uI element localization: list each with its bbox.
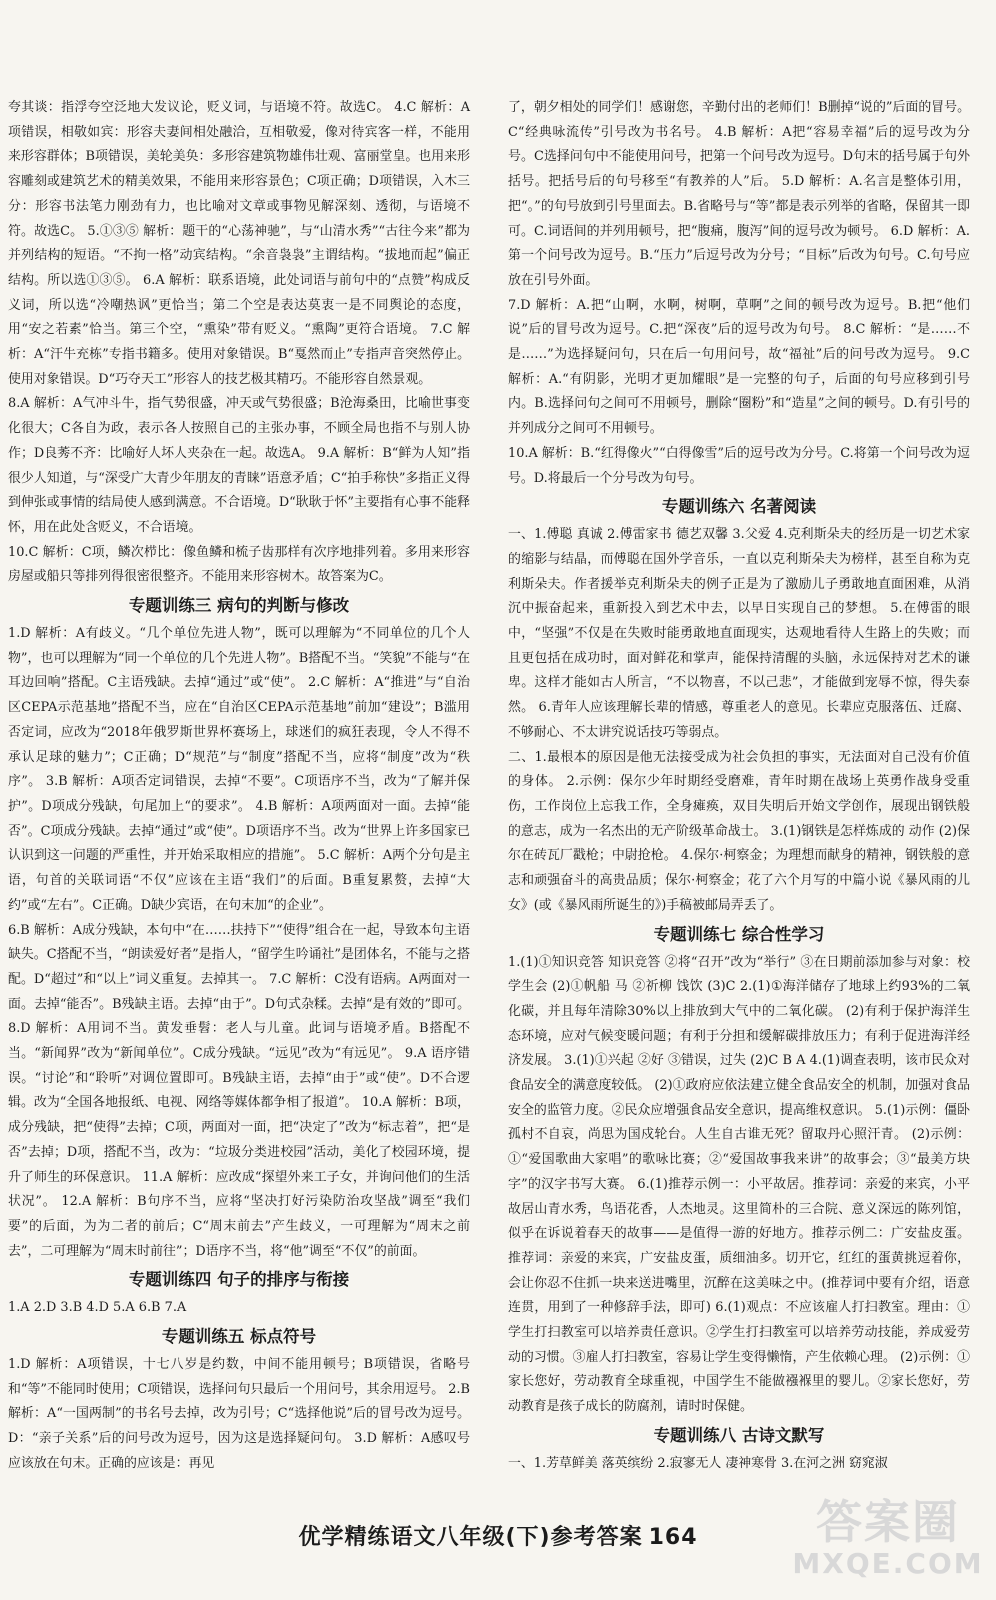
section-heading: 专题训练八 古诗文默写 — [653, 1425, 825, 1445]
answer-paragraph: 1.A 2.D 3.B 4.D 5.A 6.B 7.A — [8, 1300, 187, 1316]
page-number: 164 — [648, 1525, 698, 1550]
right-column — [508, 96, 970, 1477]
answer-paragraph: 一、1.傅聪 真诚 2.傅雷家书 德艺双馨 3.父爱 4.克利斯朵夫的经历是一切艺术家的缩影与结晶，而傅聪在国外学音乐，一直以克利斯朵夫为榜样，甚至自称为克利斯朵夫。作者援举克利斯朵夫的例子正是为了激励儿子勇敢地直面困难，从消沉中振奋起来，重新投入到艺术中去，以早日实现自己的梦想。 5.在傅雷的眼中，“坚强”不仅是在失败时能勇敢地直面现实，达观地看待人生路上的失败；而且更包括在成功时，面对鲜花和掌声，能保持清醒的头脑，永远保持对艺术的谦卑。这样才能如古人所言，“不以物喜，不以己悲”，才能做到宠辱不惊，得失泰然。 6.青年人应该理解长辈的情感，尊重老人的意见。长辈应克服落伍、迁腐、不够耐心、不太讲究说话技巧等弱点。 — [508, 527, 970, 740]
answer-paragraph: 8.A 解析：A气冲斗牛，指气势很盛，冲天或气势很盛；B沧海桑田，比喻世事变化很大；C各自为政，表示各人按照自己的主张办事，不顾全局也指不与别人协作；D良莠不齐：比喻好人坏人夹杂在一起。故选A。 9.A 解析：B“鲜为人知”指很少人知道，与“深受广大青少年朋友的青睐”语意矛盾；C“拍手称快”多指正义得到伸张或事情的结局使人感到满意。不合语境。D“耿耿于怀”主要指有心事不能释怀，用在此处含贬义，不合语境。 — [8, 396, 470, 535]
answer-paragraph: 1.(1)①知识竞答 知识竞答 ②将“召开”改为“举行” ③在日期前添加参与对象：校学生会 (2)①帆船 马 ②祈柳 饯饮 (3)C 2.(1)①海洋储存了地球上约93%的二氧化碳，并且每年清除30%以上排放到大气中的二氧化碳。 (2)有利于保护海洋生态环境，应对气候变暖问题；有利于分担和缓解碳排放压力；有利于促进海洋经济发展。 3.(1)①兴起 ②好 ③错误，过失 (2)C B A 4.(1)调查表明，该市民众对食品安全的满意度较低。 (2)①政府应依法建立健全食品安全的机制，加强对食品安全的监管力度。②民众应增强食品安全意识，提高维权意识。 5.(1)示例：僵卧孤村不自哀，尚思为国戍轮台。人生自古谁无死？留取丹心照汗青。 (2)示例：①“爱国歌曲大家唱”的歌咏比赛；②“爱国故事我来讲”的故事会；③“最美方块字”的汉字书写大赛。 6.(1)推荐示例一：小平故居。推荐词：亲爱的来宾，小平故居山青水秀，鸟语花香，人杰地灵。这里简朴的三合院、意义深远的陈列馆，似乎在诉说着春天的故事——是值得一游的好地方。推荐示例二：广安盐皮蛋。推荐词：亲爱的来宾，广安盐皮蛋，质细油多。切开它，红红的蛋黄挑逗着你，会让你忍不住抓一块来送进嘴里，沉醉在这美味之中。(推荐词中要有介绍，语意连贯，用到了一种修辞手法，即可) 6.(1)观点：不应该雇人打扫教室。理由：①学生打扫教室可以培养责任意识。②学生打扫教室可以培养劳动技能，养成爱劳动的习惯。③雇人打扫教室，容易让学生变得懒惰，产生依赖心理。 (2)示例：①家长您好，劳动教育全球重视，中国学生不能做襁褓里的婴儿。②家长您好，劳动教育是孩子成长的防腐剂，请时时保健。 — [508, 954, 970, 1415]
footer-title: 优学精练语文八年级(下)参考答案 — [298, 1525, 643, 1550]
answer-paragraph: 二、1.最根本的原因是他无法接受成为社会负担的事实，无法面对自己没有价值的身体。 2.示例：保尔少年时期经受磨难，青年时期在战场上英勇作战身受重伤，工作岗位上忘我工作，全身瘫痪，双目失明后开始文学创作，展现出钢铁般的意志，成为一名杰出的无产阶级革命战士。 3.(1)钢铁是怎样炼成的 动作 (2)保尔在砖瓦厂戳枪；中尉抢枪。 4.保尔·柯察金；为理想而献身的精神，钢铁般的意志和顽强奋斗的高贵品质；保尔·柯察金；花了六个月写的中篇小说《暴风雨的儿女》(或《暴风雨所诞生的》)手稿被邮局弄丢了。 — [508, 749, 970, 913]
section-heading: 专题训练三 病句的判断与修改 — [128, 596, 350, 616]
answer-paragraph: 10.C 解析：C项，鳞次栉比：像鱼鳞和梳子齿那样有次序地排列着。多用来形容房屋或船只等排列得很密很整齐。不能用来形容树木。故答案为C。 — [8, 544, 470, 585]
watermark-logo-text: 答案圈 — [816, 1494, 960, 1549]
answer-paragraph: 10.A 解析：B.“红得像火”“白得像雪”后的逗号改为分号。C.将第一个问号改为逗号。D.将最后一个分号改为句号。 — [508, 445, 970, 486]
left-column — [8, 96, 470, 1477]
section-heading: 专题训练七 综合性学习 — [653, 924, 825, 944]
section-heading: 专题训练六 名著阅读 — [661, 497, 817, 517]
answer-paragraph: 一、1.芳草鲜美 落英缤纷 2.寂寥无人 凄神寒骨 3.在河之洲 窈窕淑 — [508, 1455, 888, 1471]
answer-paragraph: 了，朝夕相处的同学们！感谢您，辛勤付出的老师们！B删掉“说的”后面的冒号。C“经典咏流传”引号改为书名号。 4.B 解析：A把“容易幸福”后的逗号改为分号。C选择问句中不能使用问号，把第一个问号改为逗号。D句末的括号属于句外括号。把括号后的句号移至“有教养的人”后。 5.D 解析：A.名言是整体引用，把“。”的句号放到引号里面去。B.省略号与“等”都是表示列举的省略，保留其一即可。C.词语间的并列用顿号，把“腹痛，腹泻”间的逗号改为顿号。 6.D 解析：A.第一个问号改为逗号。B.“压力”后逗号改为分号；“目标”后改为句号。C.句号应放在引号外面。 — [508, 100, 970, 288]
section-heading: 专题训练四 句子的排序与衔接 — [128, 1270, 350, 1290]
answer-paragraph: 6.B 解析：A成分残缺，本句中“在……扶持下”“使得”组合在一起，导致本句主语缺失。C搭配不当，“朗读爱好者”是指人，“留学生吟诵社”是团体名，不能与之搭配。D“超过”和“以上”词义重复。去掉其一。 7.C 解析：C没有语病。A两面对一面。去掉“能否”。B残缺主语。去掉“由于”。D句式杂糅。去掉“是有效的”即可。 8.D 解析：A用词不当。黄发垂髫：老人与儿童。此词与语境矛盾。B搭配不当。“新闻界”改为“新闻单位”。C成分残缺。“远见”改为“有远见”。 9.A 语序错误。“讨论”和“聆听”对调位置即可。B残缺主语，去掉“由于”或“使”。D不合逻辑。改为“全国各地报纸、电视、网络等媒体都争相了报道”。 10.A 解析：B项，成分残缺，把“使得”去掉；C项，两面对一面，把“决定了”改为“标志着”，把“是否”去掉；D项，搭配不当，改为：“垃圾分类进校园”活动，美化了校园环境，提升了师生的环保意识。 11.A 解析：应改成“探望外来工子女，并询问他们的生活状况”。 12.A 解析：B句序不当，应将“坚决打好污染防治攻坚战”调至“我们要”的后面，为为二者的前后；C“周末前去”产生歧义，一可理解为“周末之前去”，二可理解为“周末时前往”；D语序不当，将“他”调至“不仅”的前面。 — [8, 922, 470, 1259]
section-heading: 专题训练五 标点符号 — [161, 1327, 317, 1347]
answer-paragraph: 1.D 解析：A项错误，十七八岁是约数，中间不能用顿号；B项错误，省略号和“等”不能同时使用；C项错误，选择问句只最后一个用问号，其余用逗号。 2.B 解析：A“一国两制”的书名号去掉，改为引号；C“选择他说”后的冒号改为逗号。D：“亲子关系”后的问号改为逗号，因为这是选择疑问句。 3.D 解析：A感叹号应该放在句末。正确的应该是：再见 — [8, 1357, 470, 1471]
answer-paragraph: 夸其谈：指浮夸空泛地大发议论，贬义词，与语境不符。故选C。 4.C 解析：A项错误，相敬如宾：形容夫妻间相处融洽，互相敬爱，像对待宾客一样，不能用来形容群体；B项错误，美轮美奂：多形容建筑物雄伟壮观、富丽堂皇。也用来形容雕刻或建筑艺术的精美效果，不能用来形容景色；C项正确；D项错误，入木三分：形容书法笔力刚劲有力，也比喻对文章或事物见解深刻、透彻，与语境不符。故选C。 5.①③⑤ 解析：题干的“心荡神驰”，与“山清水秀”“古往今来”都为并列结构的短语。“不拘一格”动宾结构。“余音袅袅”主谓结构。“拔地而起”偏正结构。所以选①③⑤。 6.A 解析：联系语境，此处词语与前句中的“点赞”构成反义词，所以选“冷嘲热讽”更恰当；第二个空是表达莫衷一是不同舆论的态度，用“安之若素”恰当。第三个空，“熏染”带有贬义。“熏陶”更符合语境。 7.C 解析：A“汗牛充栋”专指书籍多。使用对象错误。B“戛然而止”专指声音突然停止。使用对象错误。D“巧夺天工”形容人的技艺极其精巧。不能形容自然景观。 — [8, 100, 470, 387]
watermark-logo — [788, 1482, 988, 1594]
answer-paragraph: 7.D 解析：A.把“山啊，水啊，树啊，草啊”之间的顿号改为逗号。B.把“他们说”后的冒号改为逗号。C.把“深夜”后的逗号改为句号。 8.C 解析：“是……不是……”为选择疑问句，只在后一句用问号，故“福祉”后的问号改为逗号。 9.C 解析：A.“有阴影，光明才更加耀眼”是一完整的句子，后面的句号应移到引号内。B.选择问句之间可不用顿号，删除“圈粉”和“造星”之间的顿号。D.有引号的并列成分之间可不用顿号。 — [508, 297, 970, 437]
answer-paragraph: 1.D 解析：A有歧义。“几个单位先进人物”，既可以理解为“不同单位的几个人物”，也可以理解为“同一个单位的几个先进人物”。B搭配不当。“笑貌”不能与“在耳边回响”搭配。C主语残缺。去掉“通过”或“使”。 2.C 解析：A“推进”与“自治区CEPA示范基地”搭配不当，应在“自治区CEPA示范基地”前加“建设”；B滥用否定词，应改为“2018年俄罗斯世界杯赛场上，球迷们的疯狂表现，令人不得不承认足球的魅力”；C正确；D“规范”与“制度”搭配不当，应将“制度”改为“秩序”。 3.B 解析：A项否定词错误，去掉“不要”。C项语序不当，改为“了解并保护”。D项成分残缺，句尾加上“的要求”。 4.B 解析：A项两面对一面。去掉“能否”。C项成分残缺。去掉“通过”或“使”。D项语序不当。改为“世界上许多国家已认识到这一问题的严重性，并开始采取相应的措施”。 5.C 解析：A两个分句是主语，句首的关联词语“不仅”应该在主语“我们”的后面。B重复累赘，去掉“大约”或“左右”。C正确。D缺少宾语，在句末加“的企业”。 — [8, 626, 470, 913]
watermark-url: MXQE.COM — [792, 1546, 984, 1580]
